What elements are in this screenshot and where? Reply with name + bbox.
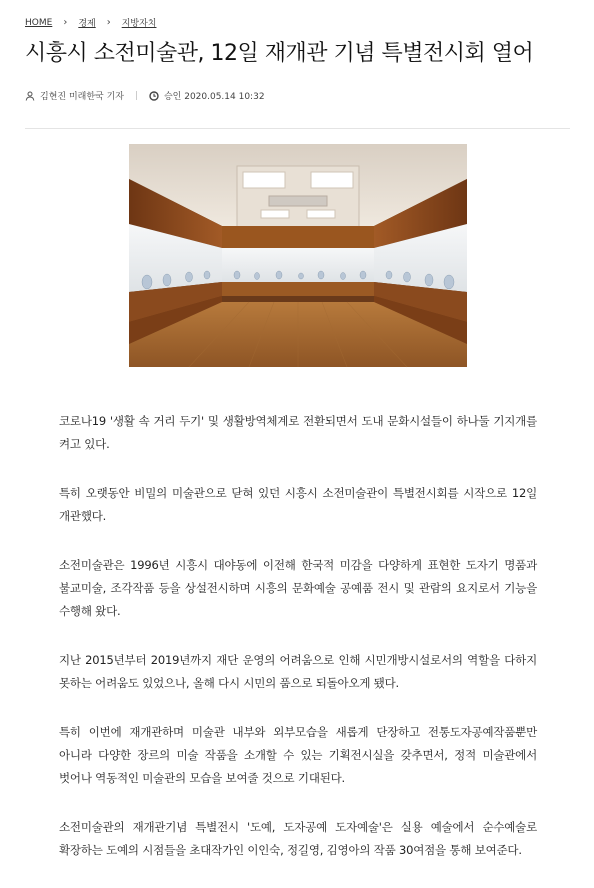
breadcrumb-local-gov-link[interactable]: 지방자치: [121, 19, 157, 29]
article-photo[interactable]: [129, 144, 467, 367]
article-author[interactable]: 김현진 미래한국 기자: [40, 92, 124, 102]
breadcrumb-economy-link[interactable]: 경제: [78, 19, 96, 29]
article-paragraph: 지난 2015년부터 2019년까지 재단 운영의 어려움으로 인해 시민개방시설로서의 역할을 다하지 못하는 어려움도 있었으나, 올해 다시 시민의 품으로 되돌아오게 됐다.: [59, 653, 537, 690]
article-title: 시흥시 소전미술관, 12일 재개관 기념 특별전시회 열어: [25, 41, 534, 66]
article-paragraph: 코로나19 '생활 속 거리 두기' 및 생활방역체계로 전환되면서 도내 문화시설들이 하나둘 기지개를 켜고 있다.: [59, 414, 537, 451]
article-paragraph: 특히 이번에 재개관하며 미술관 내부와 외부모습을 새롭게 단장하고 전통도자공예작품뿐만 아니라 다양한 장르의 미술 작품을 소개할 수 있는 기획전시실을 갖추면서, 정적 미술관에서 벗어나 역동적인 미술관의 모습을 보여줄 것으로 기대된다.: [59, 725, 537, 785]
article-paragraph: 소전미술관의 재개관기념 특별전시 '도예, 도자공예 도자예술'은 실용 예술에서 순수예술로 확장하는 도예의 시점들을 초대작가인 이인숙, 정길영, 김영아의 작품 30여점을 통해 보여준다.: [59, 820, 537, 857]
breadcrumb-home-link[interactable]: HOME: [25, 17, 53, 28]
article-body: [59, 410, 537, 888]
article-approval-time: 승인 2020.05.14 10:32: [163, 92, 265, 102]
clock-icon: [149, 91, 159, 101]
article-paragraph: 소전미술관은 1996년 시흥시 대야동에 이전해 한국적 미감을 다양하게 표현한 도자기 명품과 불교미술, 조각작품 등을 상설전시하며 시흥의 문화예술 공예품 전시 및 관람의 요지로서 기능을 수행해 왔다.: [59, 558, 537, 618]
chevron-right-icon: ›: [63, 16, 68, 28]
person-icon: [25, 91, 35, 101]
chevron-right-icon: ›: [106, 16, 111, 28]
gallery-photo-illustration: [129, 144, 467, 367]
breadcrumb: [25, 16, 156, 29]
meta-separator: [136, 91, 137, 100]
article-paragraph: 특히 오랫동안 비밀의 미술관으로 닫혀 있던 시흥시 소전미술관이 특별전시회를 시작으로 12일 개관했다.: [59, 486, 537, 523]
article-meta: [25, 89, 265, 102]
header-divider: [25, 128, 570, 129]
